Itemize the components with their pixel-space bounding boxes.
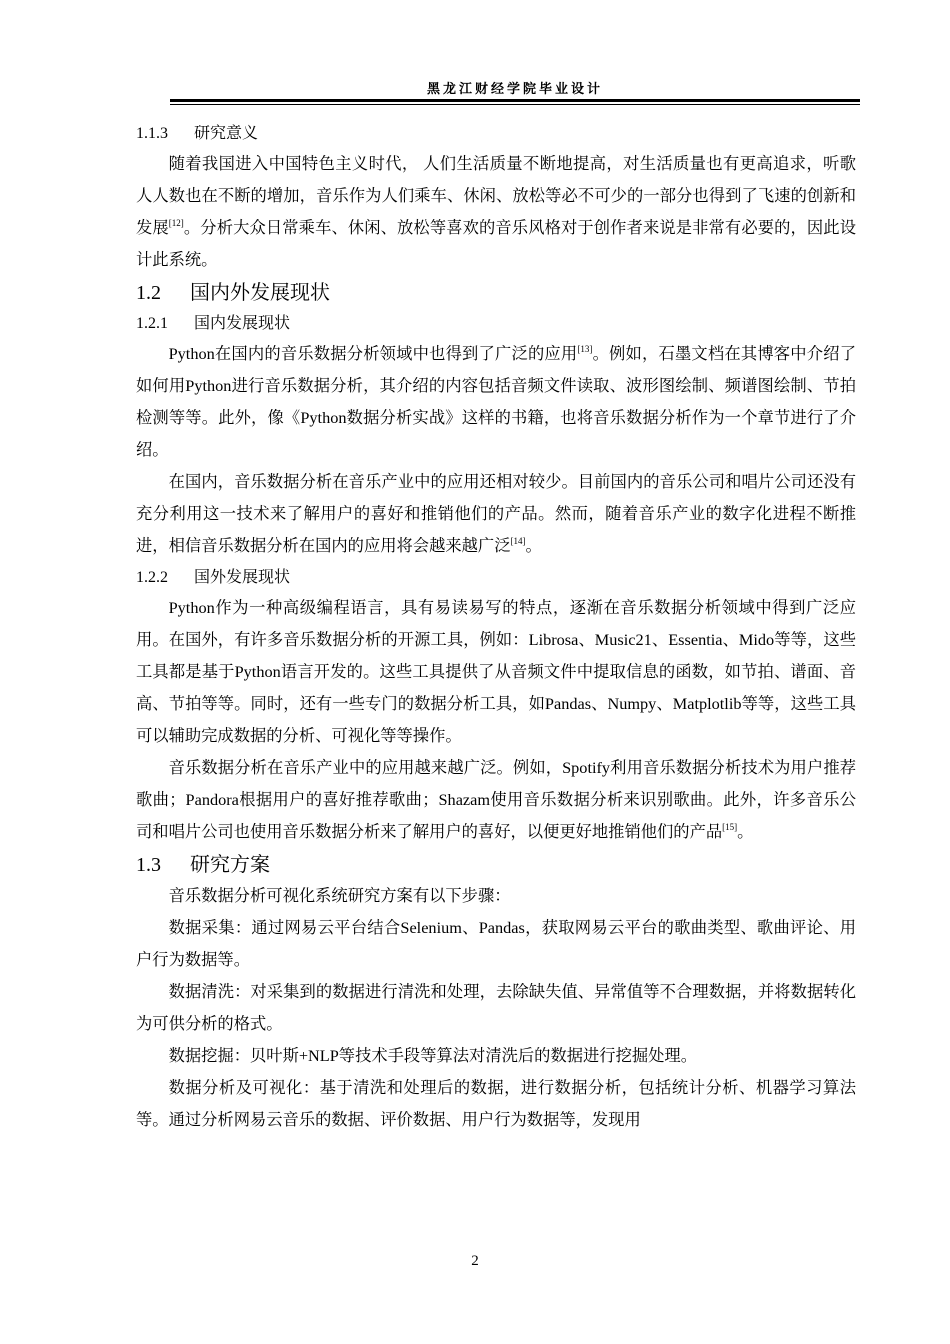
page-header-title: 黑龙江财经学院毕业设计: [426, 82, 603, 97]
heading-number: 1.2.2: [136, 569, 168, 586]
heading-text: 国内外发展现状: [190, 280, 330, 304]
heading-text: 研究意义: [194, 123, 259, 142]
paragraph: 数据采集：通过网易云平台结合Selenium、Pandas，获取网易云平台的歌曲类型、歌曲评论、用户行为数据等。: [136, 918, 856, 969]
heading-1-2-1: [136, 310, 856, 336]
heading-number: 1.1.3: [136, 125, 168, 142]
paragraph: 数据分析及可视化：基于清洗和处理后的数据，进行数据分析，包括统计分析、机器学习算法等。通过分析网易云音乐的数据、评价数据、用户行为数据等，发现用: [136, 1078, 856, 1129]
heading-1-2: [136, 278, 856, 308]
paragraph: 音乐数据分析在音乐产业中的应用越来越广泛。例如，Spotify利用音乐数据分析技术为用户推荐歌曲；Pandora根据用户的喜好推荐歌曲；Shazam使用音乐数据分析来识别歌曲。此外，许多音乐公司和唱片公司也使用音乐数据分析来了解用户的喜好，以便更好地推销他们的产品[15]。: [136, 758, 856, 841]
heading-1-2-2: [136, 564, 856, 590]
citation: [14]: [510, 536, 526, 546]
heading-number: 1.2.1: [136, 315, 168, 332]
paragraph: 音乐数据分析可视化系统研究方案有以下步骤：: [168, 886, 511, 905]
document-body: [136, 118, 856, 1136]
paragraph: 数据挖掘：贝叶斯+NLP等技术手段等算法对清洗后的数据进行挖掘处理。: [168, 1046, 697, 1065]
paragraph: 在国内，音乐数据分析在音乐产业中的应用还相对较少。目前国内的音乐公司和唱片公司还没有充分利用这一技术来了解用户的喜好和推销他们的产品。然而，随着音乐产业的数字化进程不断推进，相信音乐数据分析在国内的应用将会越来越广泛[14]。: [136, 472, 856, 555]
citation: [13]: [577, 344, 593, 354]
header-rule-thin: [170, 104, 860, 105]
page-number: 2: [471, 1253, 479, 1269]
heading-text: 国内发展现状: [194, 313, 291, 332]
paragraph: Python在国内的音乐数据分析领域中也得到了广泛的应用[13]。例如，石墨文档在其博客中介绍了如何用Python进行音乐数据分析，其介绍的内容包括音频文件读取、波形图绘制、频谱图绘制、节拍检测等等。此外，像《Python数据分析实战》这样的书籍，也将音乐数据分析作为一个章节进行了介绍。: [136, 344, 856, 459]
heading-number: 1.2: [136, 282, 161, 304]
heading-1-3: [136, 850, 856, 880]
heading-text: 研究方案: [190, 852, 270, 876]
citation: [12]: [168, 218, 184, 228]
paragraph: 随着我国进入中国特色主义时代， 人们生活质量不断地提高，对生活质量也有更高追求，听歌人人数也在不断的增加，音乐作为人们乘车、休闲、放松等必不可少的一部分也得到了飞速的创新和发展[12]。分析大众日常乘车、休闲、放松等喜欢的音乐风格对于创作者来说是非常有必要的，因此设计此系统。: [136, 154, 856, 269]
heading-text: 国外发展现状: [194, 567, 291, 586]
paragraph: Python作为一种高级编程语言，具有易读易写的特点，逐渐在音乐数据分析领域中得到广泛应用。在国外，有许多音乐数据分析的开源工具，例如：Librosa、Music21、Essentia、Mido等等，这些工具都是基于Python语言开发的。这些工具提供了从音频文件中提取信息的函数，如节拍、谱面、音高、节拍等等。同时，还有一些专门的数据分析工具，如Pandas、Numpy、Matplotlib等等，这些工具可以辅助完成数据的分析、可视化等等操作。: [136, 598, 856, 745]
heading-1-1-3: [136, 120, 856, 146]
header-rule-thick: [170, 99, 860, 102]
paragraph: 数据清洗：对采集到的数据进行清洗和处理，去除缺失值、异常值等不合理数据，并将数据转化为可供分析的格式。: [136, 982, 856, 1033]
heading-number: 1.3: [136, 854, 161, 876]
citation: [15]: [722, 822, 738, 832]
